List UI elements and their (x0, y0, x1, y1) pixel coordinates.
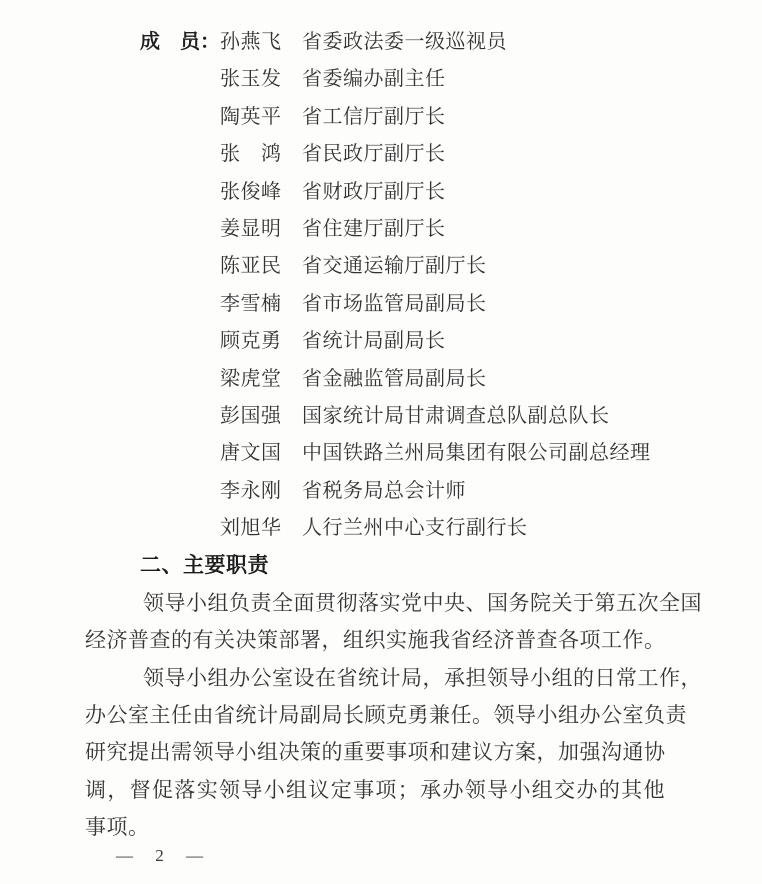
paragraph-line: 领导小组办公室设在省统计局，承担领导小组的日常工作， (143, 665, 702, 690)
member-row (220, 211, 665, 248)
member-name: 李雪楠 (220, 292, 282, 315)
paragraph-line: 调，督促落实领导小组议定事项；承办领导小组交办的其他 (85, 777, 665, 802)
member-name: 张 鸿 (220, 143, 282, 166)
member-title: 中国铁路兰州局集团有限公司副总经理 (302, 442, 651, 465)
member-row (220, 248, 665, 285)
member-row (220, 174, 665, 211)
member-title: 省金融监管局副局长 (302, 367, 487, 390)
member-name: 陶英平 (220, 105, 282, 128)
paragraph-responsibilities-2 (85, 660, 702, 847)
page-number: — 2 — (116, 846, 207, 865)
member-name: 唐文国 (220, 442, 282, 465)
member-row (220, 323, 665, 360)
member-name: 李永刚 (220, 479, 282, 502)
member-row (220, 61, 665, 98)
member-name: 刘旭华 (220, 517, 282, 540)
member-title: 省交通运输厅副厅长 (302, 255, 487, 278)
member-title: 国家统计局甘肃调查总队副总队长 (302, 404, 610, 427)
member-title: 省委政法委一级巡视员 (302, 31, 507, 53)
member-row (220, 435, 665, 472)
member-row (220, 286, 665, 323)
member-row (220, 361, 665, 398)
member-title: 省工信厅副厅长 (302, 105, 446, 128)
member-title: 省市场监管局副局长 (302, 292, 487, 315)
member-row (220, 136, 665, 173)
member-title: 省统计局副局长 (302, 330, 446, 353)
member-title: 省委编办副主任 (302, 68, 446, 91)
paragraph-responsibilities-1 (85, 585, 702, 660)
member-title: 省住建厅副厅长 (302, 217, 446, 240)
paragraph-line: 研究提出需领导小组决策的重要事项和建议方案，加强沟通协 (85, 740, 666, 765)
member-row (220, 510, 665, 547)
member-name: 顾克勇 (220, 330, 282, 353)
member-title: 省税务局总会计师 (302, 479, 466, 502)
member-name: 梁虎堂 (220, 367, 282, 390)
paragraph-line: 办公室主任由省统计局副局长顾克勇兼任。领导小组办公室负责 (85, 703, 687, 728)
member-name: 张玉发 (220, 68, 282, 91)
section-heading: 二、主要职责 (140, 554, 269, 578)
members-list (220, 24, 665, 547)
member-name: 孙燕飞 (220, 31, 282, 53)
document-content (85, 24, 702, 847)
member-name: 张俊峰 (220, 180, 282, 203)
paragraph-line: 事项。 (85, 815, 150, 840)
members-label: 成 员： (140, 31, 220, 53)
paragraph-line: 领导小组负责全面贯彻落实党中央、国务院关于第五次全国 (143, 590, 702, 615)
member-title: 省民政厅副厅长 (302, 143, 446, 166)
member-name: 彭国强 (220, 404, 282, 427)
member-row (220, 99, 665, 136)
member-row (220, 473, 665, 510)
member-name: 姜显明 (220, 217, 282, 240)
member-title: 省财政厅副厅长 (302, 180, 446, 203)
member-row (220, 398, 665, 435)
paragraph-line: 经济普查的有关决策部署，组织实施我省经济普查各项工作。 (85, 628, 666, 653)
members-section (85, 24, 665, 547)
member-name: 陈亚民 (220, 255, 282, 278)
member-row (220, 24, 665, 61)
member-title: 人行兰州中心支行副行长 (302, 517, 528, 540)
